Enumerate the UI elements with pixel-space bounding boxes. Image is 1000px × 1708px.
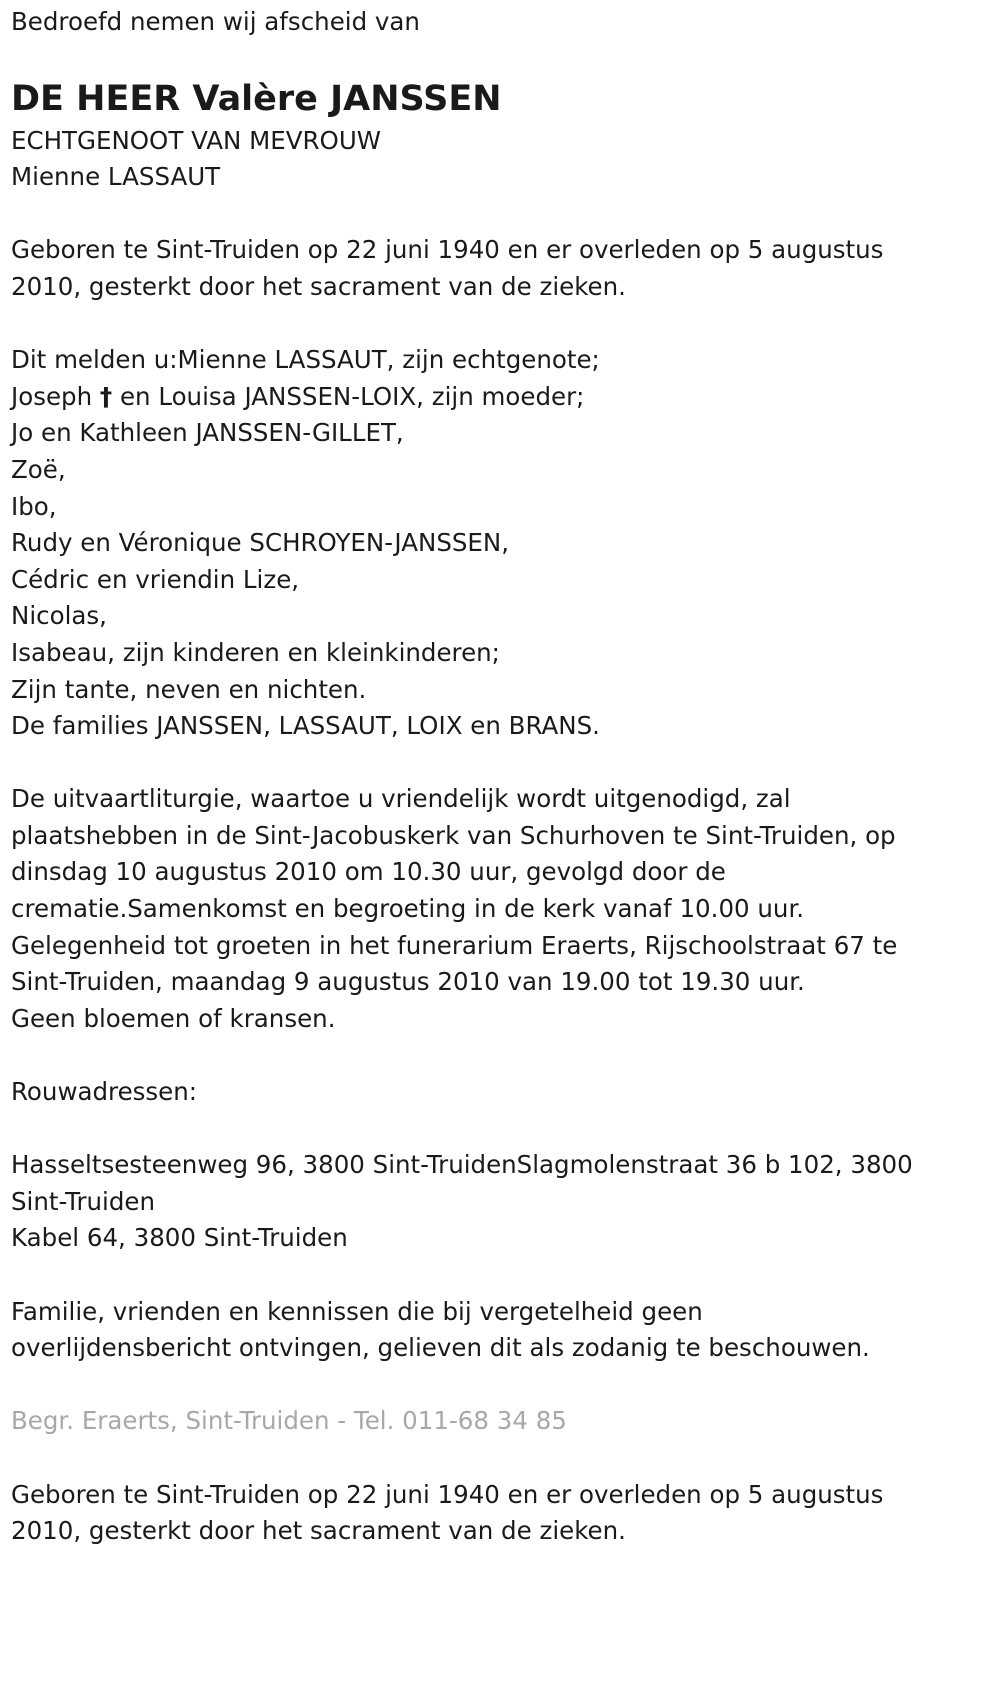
funeral-line: dinsdag 10 augustus 2010 om 10.30 uur, gevolgd door de (11, 857, 726, 887)
family-line (11, 379, 996, 416)
intro-text: Bedroefd nemen wij afscheid van (11, 7, 420, 36)
family-line: De families JANSSEN, LASSAUT, LOIX en BRANS. (11, 711, 600, 741)
funeral-line: Gelegenheid tot groeten in het funerarium Eraerts, Rijschoolstraat 67 te (11, 930, 898, 960)
addresses-heading: Rouwadressen: (11, 1077, 198, 1107)
family-line: Zijn tante, neven en nichten. (11, 674, 367, 704)
family-line: Ibo, (11, 491, 57, 521)
family-line: Isabeau, zijn kinderen en kleinkinderen; (11, 637, 500, 667)
spouse-title: ECHTGENOOT VAN MEVROUW (11, 125, 382, 155)
addresses-list (11, 1147, 996, 1257)
obituary-document (11, 4, 996, 1550)
family-name-text: en Louisa JANSSEN-LOIX, zijn moeder; (112, 381, 585, 411)
family-line: Dit melden u:Mienne LASSAUT, zijn echtgenote; (11, 345, 600, 375)
address-line: Kabel 64, 3800 Sint-Truiden (11, 1223, 348, 1253)
funeral-line: plaatshebben in de Sint-Jacobuskerk van Schurhoven te Sint-Truiden, op (11, 820, 896, 850)
address-line: Hasseltsesteenweg 96, 3800 Sint-TruidenSlagmolenstraat 36 b 102, 3800 (11, 1150, 913, 1180)
funeral-line: Geen bloemen of kransen. (11, 1003, 336, 1033)
birth-death-line: Geboren te Sint-Truiden op 22 juni 1940 en er overleden op 5 augustus (11, 235, 884, 265)
family-list (11, 342, 996, 745)
deceased-name: DE HEER Valère JANSSEN (11, 78, 502, 119)
funeral-paragraph (11, 781, 996, 1037)
notice-paragraph (11, 1294, 996, 1367)
spacer (11, 1111, 996, 1148)
birth-death-paragraph (11, 232, 996, 305)
spacer (11, 1367, 996, 1404)
family-line: Rudy en Véronique SCHROYEN-JANSSEN, (11, 528, 510, 558)
spacer (11, 1257, 996, 1294)
family-line: Jo en Kathleen JANSSEN-GILLET, (11, 418, 404, 448)
spacer (11, 306, 996, 343)
birth-death-paragraph-repeat (11, 1477, 996, 1550)
funeral-line: crematie.Samenkomst en begroeting in de kerk vanaf 10.00 uur. (11, 894, 805, 924)
funeral-line: Sint-Truiden, maandag 9 augustus 2010 van 19.00 tot 19.30 uur. (11, 967, 805, 997)
family-name-text: Joseph (11, 381, 100, 411)
family-line: Zoë, (11, 454, 66, 484)
spacer (11, 196, 996, 233)
family-line: Nicolas, (11, 601, 107, 631)
funeral-line: De uitvaartliturgie, waartoe u vriendelijk wordt uitgenodigd, zal (11, 784, 791, 814)
birth-death-line: 2010, gesterkt door het sacrament van de zieken. (11, 271, 626, 301)
birth-death-line: 2010, gesterkt door het sacrament van de zieken. (11, 1516, 626, 1546)
spacer (11, 1440, 996, 1477)
notice-line: Familie, vrienden en kennissen die bij vergetelheid geen (11, 1296, 703, 1326)
spacer (11, 1037, 996, 1074)
spouse-name: Mienne LASSAUT (11, 162, 221, 192)
family-line: Cédric en vriendin Lize, (11, 564, 300, 594)
undertaker-contact: Begr. Eraerts, Sint-Truiden - Tel. 011-68 34 85 (11, 1406, 567, 1436)
notice-line: overlijdensbericht ontvingen, gelieven dit als zodanig te beschouwen. (11, 1333, 870, 1363)
address-line: Sint-Truiden (11, 1186, 156, 1216)
birth-death-line: Geboren te Sint-Truiden op 22 juni 1940 en er overleden op 5 augustus (11, 1479, 884, 1509)
cross-icon: † (99, 381, 113, 411)
spacer (11, 745, 996, 782)
